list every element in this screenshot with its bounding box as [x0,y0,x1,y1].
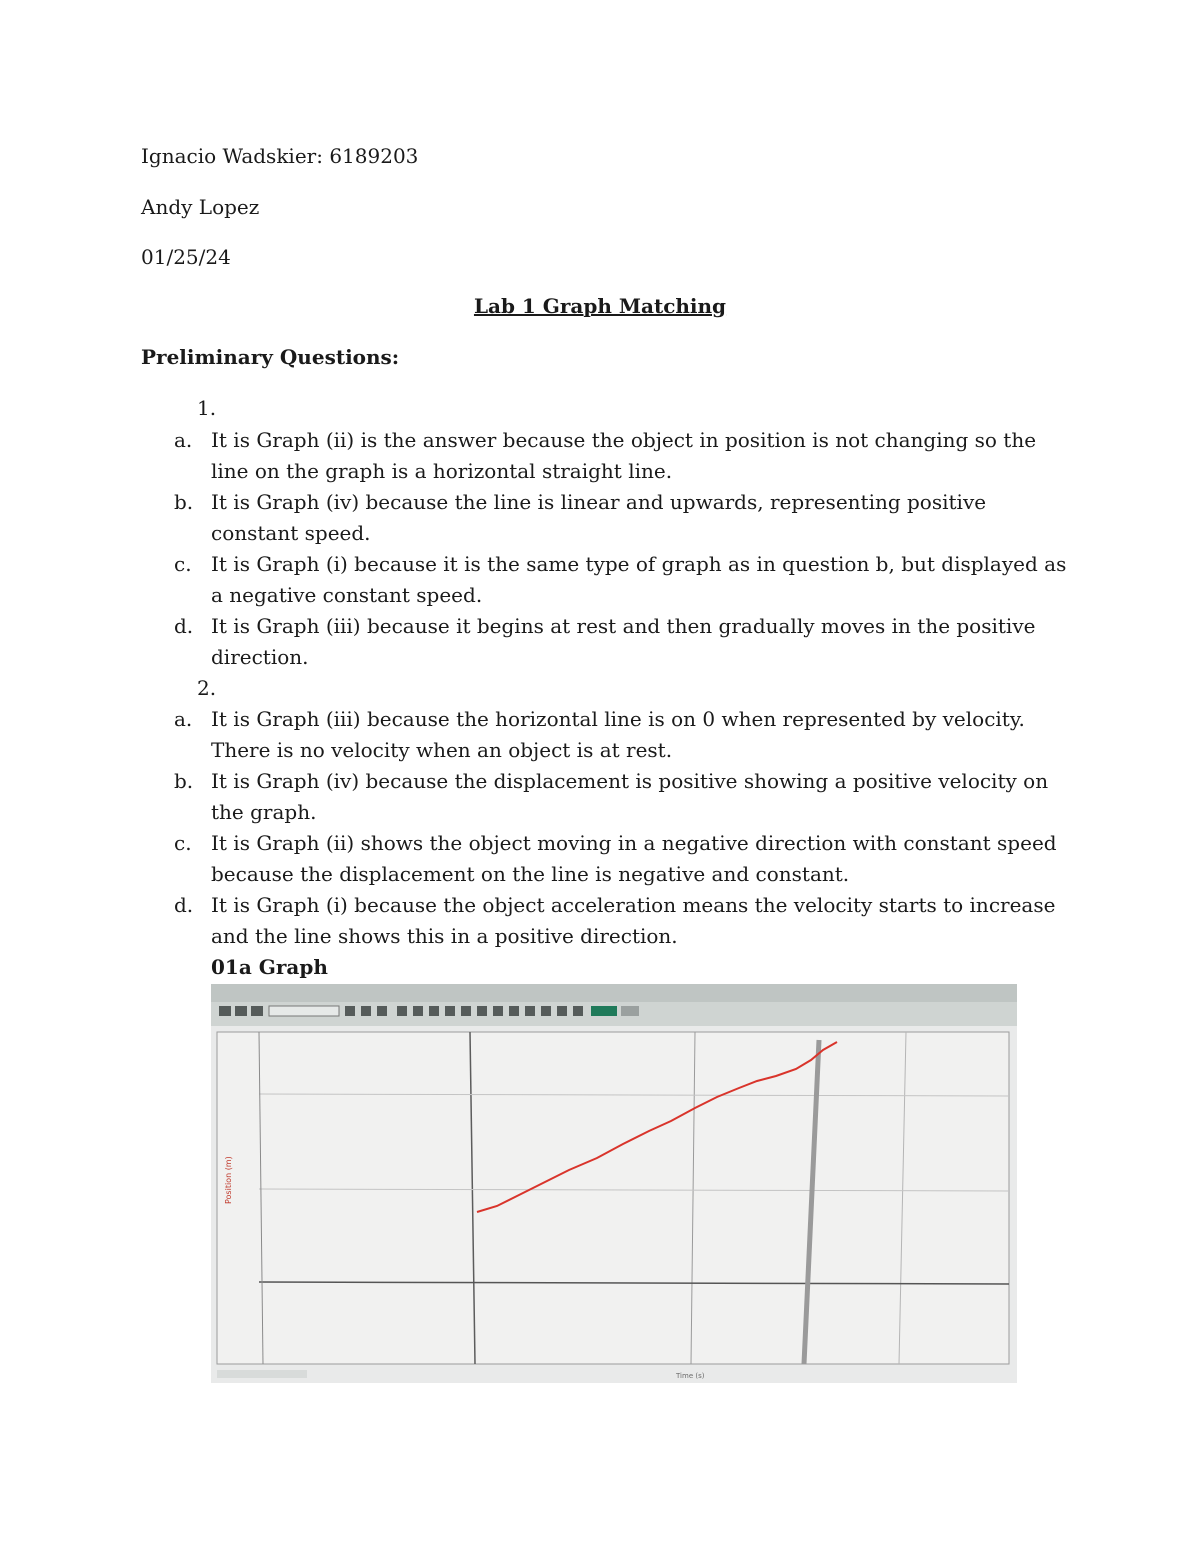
photo-y-axis-label: Position (m) [224,1156,233,1204]
answer-text: It is Graph (iv) because the line is linear and upwards, representing positive constant speed. [211,490,987,545]
answer-label: c. [174,552,192,576]
answer-text: It is Graph (iv) because the displacement is positive showing a positive velocity on the graph. [211,769,1049,824]
photo-toolbar-icons [219,1006,639,1016]
photo-menubar [211,984,1017,1002]
answer-text: It is Graph (ii) shows the object moving in a negative direction with constant speed because the displacement on the line is negative and constant. [211,831,1057,886]
author-line: Ignacio Wadskier: 6189203 [141,144,419,168]
date: 01/25/24 [141,245,231,269]
photo-status-bar [217,1370,307,1378]
answer-label: d. [174,893,194,917]
section-heading: Preliminary Questions: [141,345,400,369]
answer-label: a. [174,707,193,731]
answer-label: b. [174,769,194,793]
photo-plot-area [217,1032,1009,1364]
answer-label: b. [174,490,194,514]
answer-text: It is Graph (iii) because the horizontal line is on 0 when represented by velocity. There is no velocity when an object is at rest. [211,707,1025,762]
graph-caption: 01a Graph [211,955,328,979]
answer-label: c. [174,831,192,855]
answer-text: It is Graph (i) because the object acceleration means the velocity starts to increase and the line shows this in a positive direction. [211,893,1056,948]
graph-photo [211,984,1017,1383]
answer-text: It is Graph (i) because it is the same type of graph as in question b, but displayed as a negative constant speed. [211,552,1067,607]
answer-text: It is Graph (ii) is the answer because the object in position is not changing so the line on the graph is a horizontal straight line. [211,428,1037,483]
answer-label: d. [174,614,194,638]
photo-x-axis-label: Time (s) [676,1372,705,1380]
answer-text: It is Graph (iii) because it begins at rest and then gradually moves in the positive direction. [211,614,1036,669]
page-title: Lab 1 Graph Matching [473,294,727,318]
answer-label: a. [174,428,193,452]
question-number: 2. [197,676,217,700]
question-number: 1. [197,396,217,420]
partner-name: Andy Lopez [141,195,260,219]
